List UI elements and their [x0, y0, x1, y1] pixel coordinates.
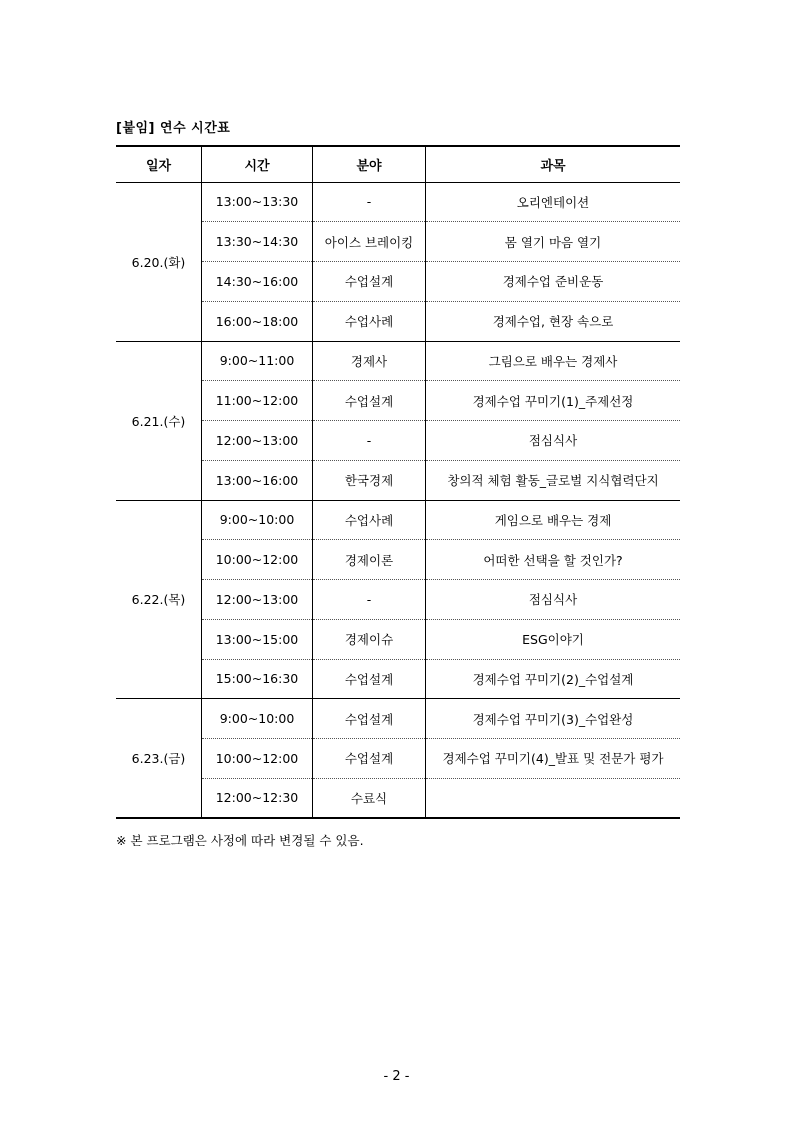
table-row [116, 619, 680, 659]
date-cell: 6.22.(목) [116, 500, 202, 699]
field-cell: - [313, 421, 426, 461]
table-row [116, 778, 680, 818]
time-cell: 12:00~13:00 [202, 421, 313, 461]
table-row [116, 262, 680, 302]
field-cell: 경제이슈 [313, 619, 426, 659]
subject-cell: 몸 열기 마음 열기 [426, 222, 681, 262]
time-cell: 10:00~12:00 [202, 540, 313, 580]
field-cell: - [313, 580, 426, 620]
subject-cell: 경제수업 꾸미기(1)_주제선정 [426, 381, 681, 421]
field-cell: 경제사 [313, 341, 426, 381]
time-cell: 16:00~18:00 [202, 301, 313, 341]
field-cell: 수업설계 [313, 659, 426, 699]
table-row [116, 301, 680, 341]
field-cell: 수업설계 [313, 699, 426, 739]
page-number: - 2 - [383, 1069, 410, 1084]
footnote: ※ 본 프로그램은 사정에 따라 변경될 수 있음. [116, 833, 364, 848]
header-time: 시간 [202, 146, 313, 182]
date-cell: 6.21.(수) [116, 341, 202, 500]
date-cell: 6.23.(금) [116, 699, 202, 818]
field-cell: 아이스 브레이킹 [313, 222, 426, 262]
time-cell: 13:00~16:00 [202, 460, 313, 500]
time-cell: 14:30~16:00 [202, 262, 313, 302]
table-row [116, 341, 680, 381]
table-row [116, 739, 680, 779]
time-cell: 13:30~14:30 [202, 222, 313, 262]
table-row [116, 699, 680, 739]
table-row [116, 182, 680, 222]
time-cell: 11:00~12:00 [202, 381, 313, 421]
subject-cell: 경제수업 꾸미기(3)_수업완성 [426, 699, 681, 739]
subject-cell: 경제수업, 현장 속으로 [426, 301, 681, 341]
time-cell: 9:00~10:00 [202, 699, 313, 739]
field-cell: 수료식 [313, 778, 426, 818]
header-date: 일자 [116, 146, 202, 182]
field-cell: - [313, 182, 426, 222]
date-cell: 6.20.(화) [116, 182, 202, 341]
table-header-row [116, 146, 680, 182]
subject-cell: 점심식사 [426, 421, 681, 461]
subject-cell [426, 778, 681, 818]
header-subject: 과목 [426, 146, 681, 182]
subject-cell: 경제수업 준비운동 [426, 262, 681, 302]
subject-cell: 게임으로 배우는 경제 [426, 500, 681, 540]
table-row [116, 460, 680, 500]
field-cell: 수업설계 [313, 381, 426, 421]
time-cell: 12:00~12:30 [202, 778, 313, 818]
document-title: [붙임] 연수 시간표 [116, 121, 231, 136]
table-row [116, 222, 680, 262]
subject-cell: 그림으로 배우는 경제사 [426, 341, 681, 381]
subject-cell: ESG이야기 [426, 619, 681, 659]
time-cell: 15:00~16:30 [202, 659, 313, 699]
table-row [116, 659, 680, 699]
table-row [116, 540, 680, 580]
field-cell: 한국경제 [313, 460, 426, 500]
subject-cell: 오리엔테이션 [426, 182, 681, 222]
time-cell: 13:00~15:00 [202, 619, 313, 659]
time-cell: 9:00~11:00 [202, 341, 313, 381]
subject-cell: 창의적 체험 활동_글로벌 지식협력단지 [426, 460, 681, 500]
table-row [116, 500, 680, 540]
time-cell: 10:00~12:00 [202, 739, 313, 779]
field-cell: 수업사례 [313, 500, 426, 540]
table-row [116, 381, 680, 421]
field-cell: 수업사례 [313, 301, 426, 341]
time-cell: 13:00~13:30 [202, 182, 313, 222]
field-cell: 경제이론 [313, 540, 426, 580]
subject-cell: 어떠한 선택을 할 것인가? [426, 540, 681, 580]
header-field: 분야 [313, 146, 426, 182]
subject-cell: 경제수업 꾸미기(4)_발표 및 전문가 평가 [426, 739, 681, 779]
time-cell: 9:00~10:00 [202, 500, 313, 540]
subject-cell: 경제수업 꾸미기(2)_수업설계 [426, 659, 681, 699]
subject-cell: 점심식사 [426, 580, 681, 620]
table-row [116, 421, 680, 461]
time-cell: 12:00~13:00 [202, 580, 313, 620]
table-row [116, 580, 680, 620]
field-cell: 수업설계 [313, 739, 426, 779]
field-cell: 수업설계 [313, 262, 426, 302]
schedule-table [116, 145, 680, 819]
